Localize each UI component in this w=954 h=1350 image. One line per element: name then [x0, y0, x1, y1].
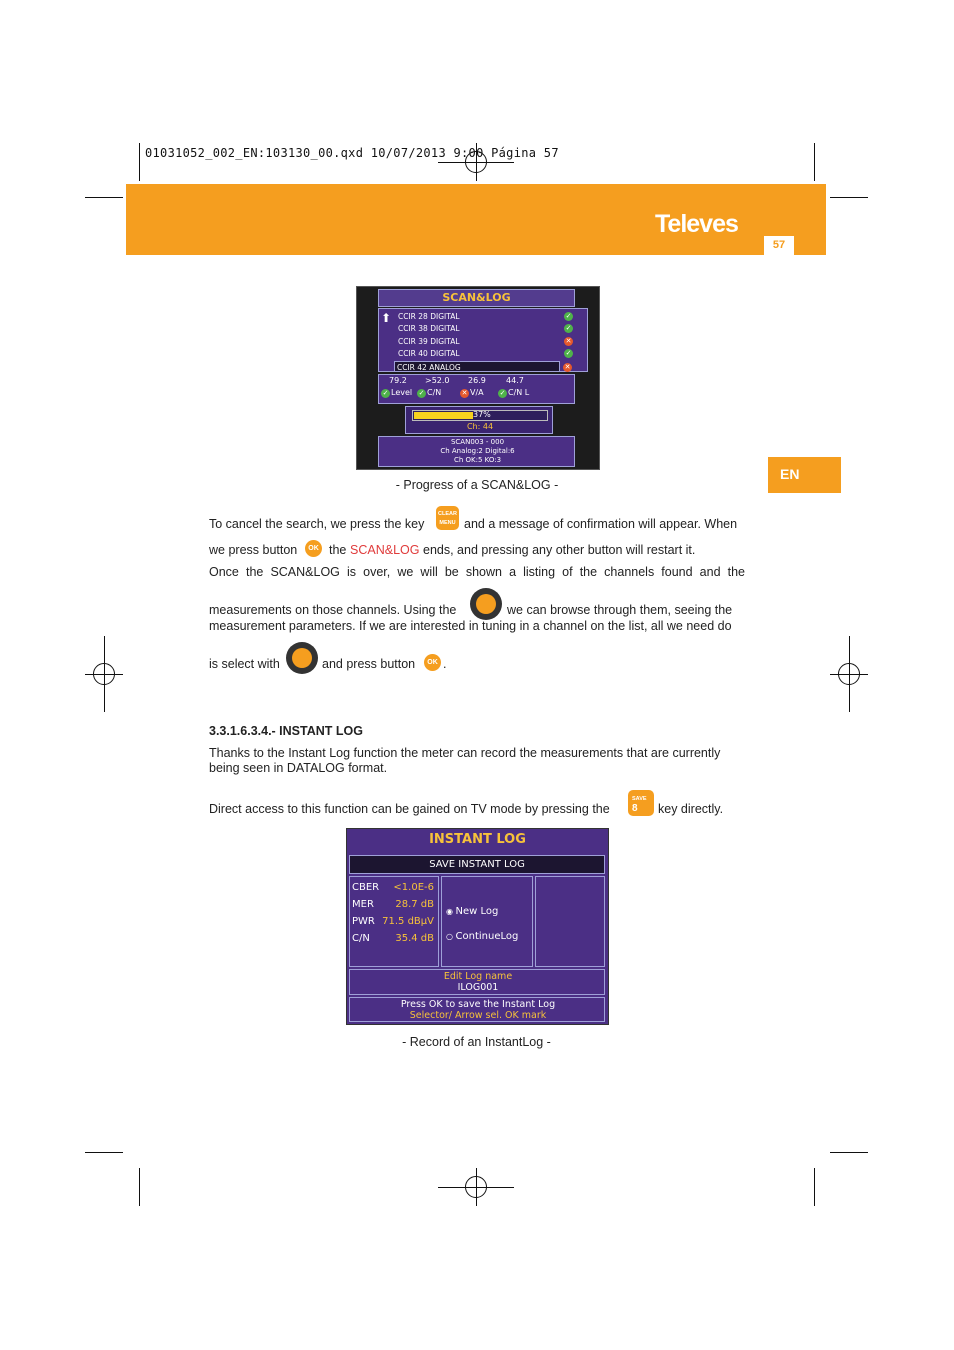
check-icon: ✓ [499, 389, 506, 397]
progress-track [412, 410, 548, 421]
log-option[interactable] [446, 931, 518, 942]
measure-value: >52.0 [425, 376, 450, 385]
measure-label: C/N [352, 933, 370, 944]
paragraph-browse: measurements on those channels. Using the we can browse through them, seeing the [209, 588, 745, 620]
scanlog-link: SCAN&LOG [350, 543, 420, 557]
channel-name: CCIR 38 DIGITAL [398, 324, 460, 334]
summary-line: Ch Analog:2 Digital:6 [440, 447, 515, 455]
measure-panel [378, 374, 575, 404]
summary-panel [378, 436, 575, 467]
check-icon: ✓ [382, 389, 389, 397]
paragraph-select: is select with and press button OK . [209, 642, 745, 675]
rotary-selector-icon [286, 642, 318, 674]
hint-line: Selector/ Arrow sel. OK mark [409, 1010, 547, 1021]
up-arrow-icon: ⬆ [381, 311, 392, 325]
figure2-caption: - Record of an InstantLog - [402, 1035, 551, 1049]
page-number: 57 [764, 236, 794, 255]
measurements-panel [349, 876, 439, 967]
paragraph-cancel: To cancel the search, we press the key CLEAR MENU and a message of confirmation will appear. When [209, 506, 745, 528]
instantlog-subtitle: SAVE INSTANT LOG [349, 855, 605, 874]
paragraph-direct-access: Direct access to this function can be gained on TV mode by pressing the SAVE 8 key directly. [209, 790, 745, 818]
edit-log-panel[interactable] [349, 969, 605, 995]
log-option[interactable] [446, 906, 498, 917]
scanlog-title: SCAN&LOG [378, 289, 575, 307]
channel-row[interactable] [396, 311, 584, 322]
progress-panel [405, 406, 553, 434]
measure-value: 26.9 [468, 376, 486, 385]
paragraph-instantlog-2: being seen in DATALOG format. [209, 761, 388, 775]
measure-label: Level [391, 388, 413, 397]
log-option-label: New Log [455, 906, 499, 917]
measure-value: 35.4 dB [395, 933, 434, 944]
measure-label: V/A [470, 388, 484, 397]
summary-line: Ch OK:5 KO:3 [453, 456, 502, 464]
measure-value: 28.7 dB [395, 899, 434, 910]
language-tab: EN [768, 457, 841, 493]
rotary-selector-icon [470, 588, 502, 620]
measure-label: C/N L [508, 388, 530, 397]
file-slug: 01031052_002_EN:103130_00.qxd 10/07/2013 9:00 Página 57 [145, 146, 559, 160]
log-options-panel [441, 876, 533, 967]
paragraph-tuning: measurement parameters. If we are interested in tuning in a channel on the list, all we need do [209, 619, 732, 633]
ok-key-icon: OK [305, 540, 322, 557]
channel-row[interactable] [396, 336, 584, 347]
channel-row[interactable] [396, 348, 584, 359]
edit-log-label: Edit Log name [443, 971, 513, 982]
progress-fill [414, 412, 473, 419]
current-channel: Ch: 44 [466, 422, 494, 431]
log-option-label: ContinueLog [455, 931, 519, 942]
save-key-icon: SAVE 8 [628, 790, 654, 816]
measure-value: 71.5 dBµV [382, 916, 434, 927]
progress-percent: 37% [473, 410, 491, 419]
channel-name: CCIR 42 ANALOG [397, 362, 461, 372]
instantlog-screenshot [346, 828, 609, 1025]
channel-name: CCIR 39 DIGITAL [398, 336, 460, 346]
figure1-caption: - Progress of a SCAN&LOG - [395, 478, 559, 492]
measure-value: 44.7 [506, 376, 524, 385]
cross-icon: ✕ [564, 362, 571, 371]
summary-line: SCAN003 - 000 [450, 438, 505, 446]
measure-value: 79.2 [389, 376, 407, 385]
cross-icon: ✕ [565, 336, 572, 345]
section-heading: 3.3.1.6.3.4.- INSTANT LOG [209, 724, 363, 738]
measure-label: MER [352, 899, 374, 910]
instantlog-title: INSTANT LOG [429, 832, 526, 847]
radio-empty-icon: ○ [446, 932, 456, 941]
log-name-field[interactable]: ILOG001 [457, 982, 499, 993]
check-icon: ✓ [565, 349, 572, 358]
measure-label: PWR [352, 916, 375, 927]
channel-name: CCIR 40 DIGITAL [398, 349, 460, 359]
radio-selected-icon: ◉ [446, 907, 456, 916]
cross-icon: ✕ [461, 389, 468, 397]
paragraph-ok: we press button OK the SCAN&LOG ends, and pressing any other button will restart it. [209, 540, 745, 560]
scanlog-screenshot [356, 286, 600, 470]
channel-row[interactable] [394, 361, 571, 372]
empty-panel [535, 876, 605, 967]
check-icon: ✓ [565, 324, 572, 333]
hint-line: Press OK to save the Instant Log [400, 999, 556, 1010]
channel-row[interactable] [396, 323, 584, 334]
measure-label: CBER [352, 882, 380, 893]
hint-panel [349, 997, 605, 1022]
check-icon: ✓ [565, 312, 572, 320]
measure-value: <1.0E-6 [393, 882, 434, 893]
ok-key-icon: OK [424, 654, 441, 671]
channel-list [378, 308, 588, 372]
clear-menu-key-icon: CLEAR MENU [436, 506, 459, 530]
check-icon: ✓ [418, 389, 425, 397]
channel-name: CCIR 28 DIGITAL [398, 312, 460, 321]
brand-logo: Televes [655, 210, 738, 238]
paragraph-listing: Once the SCAN&LOG is over, we will be shown a listing of the channels found and the [209, 565, 745, 579]
paragraph-instantlog-1: Thanks to the Instant Log function the meter can record the measurements that are currently [209, 746, 721, 760]
measure-label: C/N [427, 388, 442, 397]
